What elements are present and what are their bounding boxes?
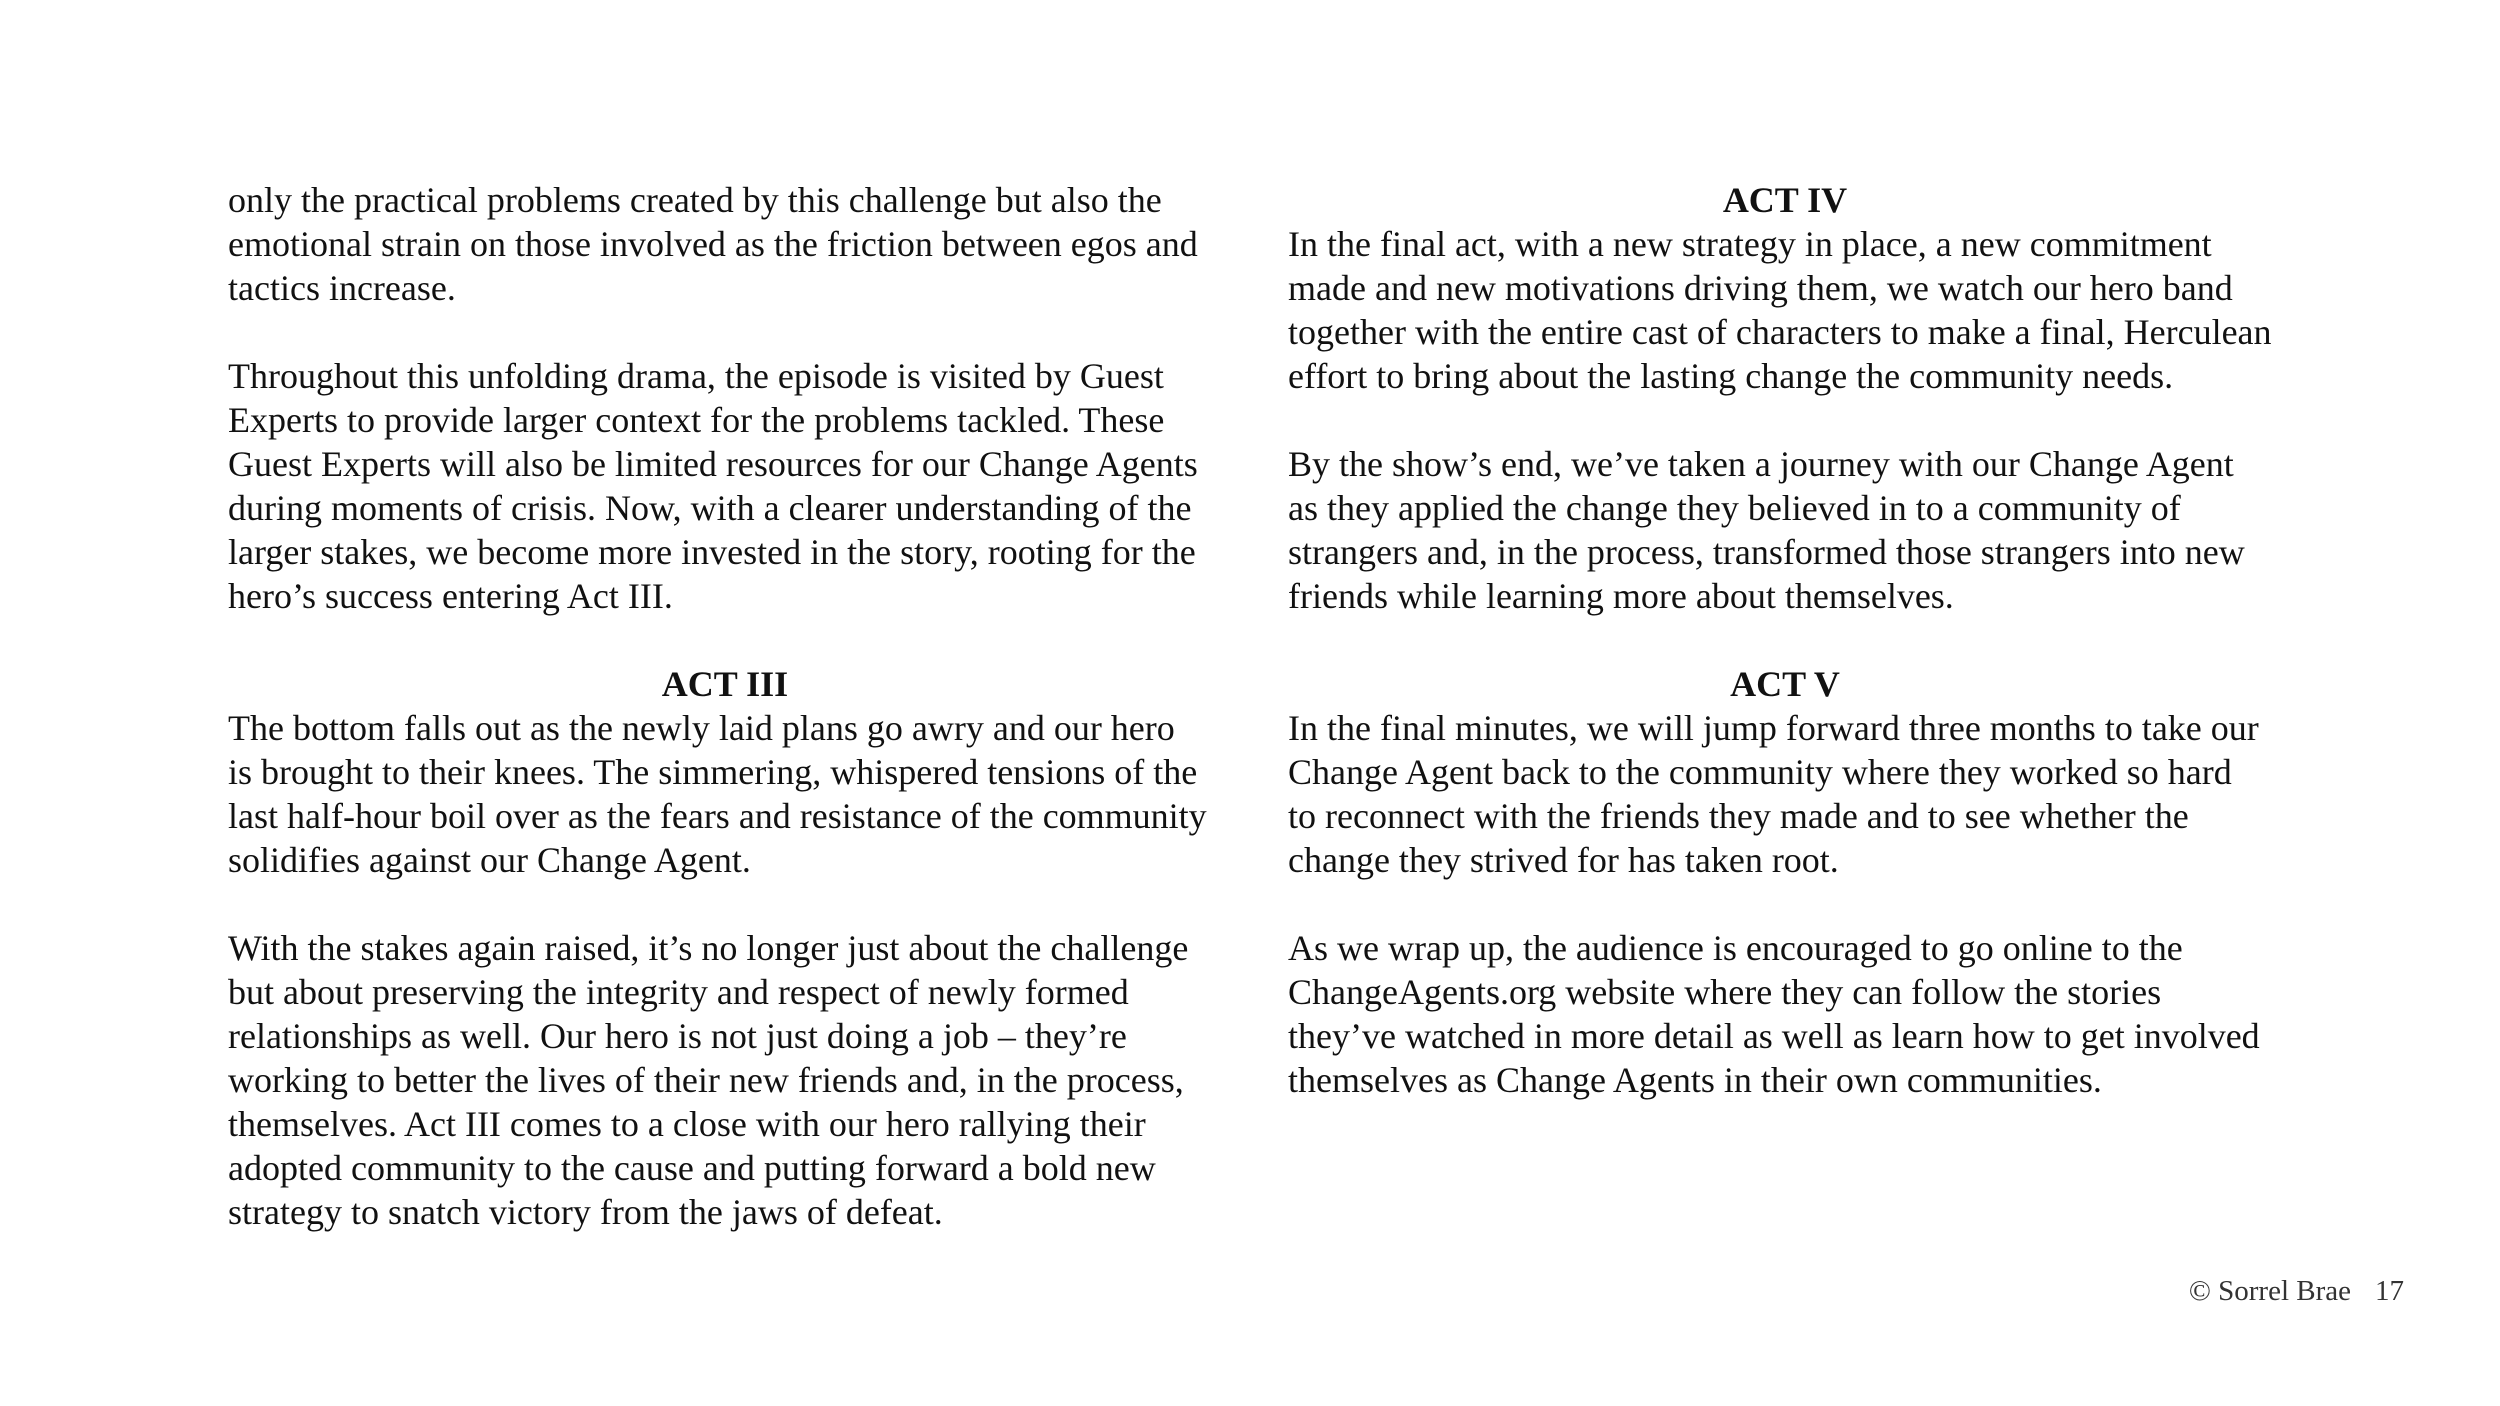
text-line: As we wrap up, the audience is encouraged to go online to the [1288, 928, 2183, 968]
text-line: made and new motivations driving them, we watch our hero band [1288, 268, 2233, 308]
text-line: effort to bring about the lasting change the community needs. [1288, 356, 2174, 396]
text-line: solidifies against our Change Agent. [228, 840, 751, 880]
text-line: strangers and, in the process, transformed those strangers into new [1288, 532, 2245, 572]
text-line: as they applied the change they believed in to a community of [1288, 488, 2181, 528]
text-line: strategy to snatch victory from the jaws of defeat. [228, 1192, 943, 1232]
text-line: together with the entire cast of characters to make a final, Herculean [1288, 312, 2272, 352]
text-line: last half-hour boil over as the fears and resistance of the community [228, 796, 1207, 836]
text-line: they’ve watched in more detail as well as learn how to get involved [1288, 1016, 2260, 1056]
text-line: during moments of crisis. Now, with a clearer understanding of the [228, 488, 1192, 528]
text-line: friends while learning more about themselves. [1288, 576, 1954, 616]
paragraph-practical-problems [228, 178, 1248, 310]
paragraph-guest-experts [228, 354, 1248, 618]
text-line: relationships as well. Our hero is not just doing a job – they’re [228, 1016, 1127, 1056]
text-line: larger stakes, we become more invested in the story, rooting for the [228, 532, 1196, 572]
text-line: By the show’s end, we’ve taken a journey with our Change Agent [1288, 444, 2234, 484]
text-line: adopted community to the cause and putting forward a bold new [228, 1148, 1156, 1188]
paragraph-final-act [1288, 222, 2308, 398]
text-line: In the final act, with a new strategy in place, a new commitment [1288, 224, 2212, 264]
copyright-text: © Sorrel Brae [2188, 1275, 2351, 1307]
text-line: ChangeAgents.org website where they can follow the stories [1288, 972, 2162, 1012]
text-line: but about preserving the integrity and respect of newly formed [228, 972, 1129, 1012]
text-line: Change Agent back to the community where they worked so hard [1288, 752, 2232, 792]
paragraph-final-minutes [1288, 706, 2308, 882]
text-line: only the practical problems created by this challenge but also the [228, 180, 1162, 220]
text-line: The bottom falls out as the newly laid plans go awry and our hero [228, 708, 1175, 748]
text-line: themselves as Change Agents in their own communities. [1288, 1060, 2102, 1100]
text-line: to reconnect with the friends they made and to see whether the [1288, 796, 2189, 836]
paragraph-bottom-falls-out [228, 706, 1248, 882]
text-line: tactics increase. [228, 268, 456, 308]
text-line: emotional strain on those involved as the friction between egos and [228, 224, 1198, 264]
paragraph-wrap-up [1288, 926, 2308, 1102]
right-column [1288, 178, 2308, 1146]
text-line: Guest Experts will also be limited resources for our Change Agents [228, 444, 1198, 484]
act-v-heading: ACT V [1730, 664, 1840, 704]
text-line: In the final minutes, we will jump forward three months to take our [1288, 708, 2259, 748]
text-line: hero’s success entering Act III. [228, 576, 673, 616]
text-line: themselves. Act III comes to a close with our hero rallying their [228, 1104, 1146, 1144]
paragraph-shows-end [1288, 442, 2308, 618]
act-iv-heading: ACT IV [1722, 180, 1848, 220]
page-number: 17 [2375, 1275, 2404, 1307]
act-iii-heading: ACT III [661, 664, 789, 704]
page-footer [2189, 1274, 2404, 1308]
paragraph-stakes-raised [228, 926, 1248, 1234]
left-column [228, 178, 1248, 1278]
text-line: working to better the lives of their new friends and, in the process, [228, 1060, 1184, 1100]
text-line: is brought to their knees. The simmering, whispered tensions of the [228, 752, 1198, 792]
text-line: Experts to provide larger context for the problems tackled. These [228, 400, 1165, 440]
text-line: change they strived for has taken root. [1288, 840, 1839, 880]
text-line: Throughout this unfolding drama, the episode is visited by Guest [228, 356, 1164, 396]
text-line: With the stakes again raised, it’s no longer just about the challenge [228, 928, 1189, 968]
